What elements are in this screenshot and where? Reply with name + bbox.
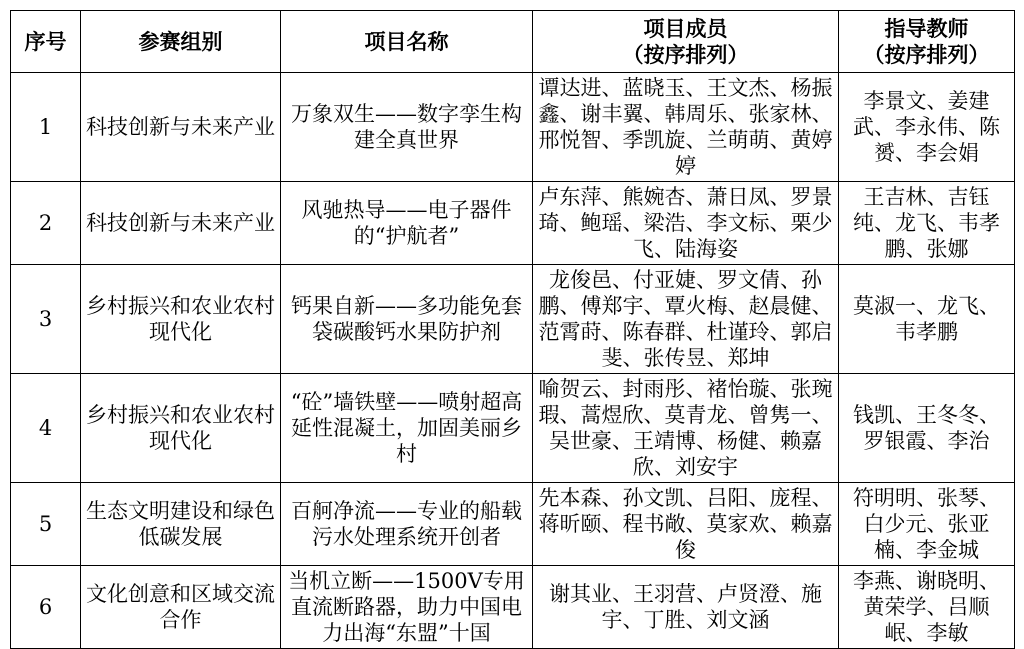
table-row bbox=[11, 182, 1015, 265]
header-teachers-title: 指导教师 bbox=[884, 15, 969, 41]
cell-teachers: 钱凯、王冬冬、罗银霞、李治 bbox=[839, 374, 1015, 483]
cell-project: 风驰热导——电子器件的“护航者” bbox=[281, 182, 533, 265]
cell-members: 先本森、孙文凯、吕阳、庞程、蒋昕颐、程书敞、莫家欢、赖嘉俊 bbox=[533, 483, 839, 566]
cell-project: “砼”墙铁壁——喷射超高延性混凝土，加固美丽乡村 bbox=[281, 374, 533, 483]
cell-teachers: 符明明、张琴、白少元、张亚楠、李金城 bbox=[839, 483, 1015, 566]
cell-members: 龙俊邑、付亚婕、罗文倩、孙鹏、傅郑宇、覃火梅、赵晨健、范霄莳、陈春群、杜谨玲、郭启斐、张传昱、郑坤 bbox=[533, 265, 839, 374]
cell-no: 2 bbox=[11, 182, 81, 265]
cell-group: 乡村振兴和农业农村现代化 bbox=[81, 265, 281, 374]
cell-project: 钙果自新——多功能免套袋碳酸钙水果防护剂 bbox=[281, 265, 533, 374]
cell-teachers: 李燕、谢晓明、黄荣学、吕顺岷、李敏 bbox=[839, 566, 1015, 649]
table-row bbox=[11, 374, 1015, 483]
cell-teachers: 王吉林、吉钰纯、龙飞、韦孝鹏、张娜 bbox=[839, 182, 1015, 265]
cell-members: 谢其业、王羽营、卢贤澄、施宇、丁胜、刘文涵 bbox=[533, 566, 839, 649]
cell-project: 百舸净流——专业的船载污水处理系统开创者 bbox=[281, 483, 533, 566]
cell-group: 科技创新与未来产业 bbox=[81, 73, 281, 182]
table-row bbox=[11, 566, 1015, 649]
header-members-title: 项目成员 bbox=[643, 15, 728, 41]
header-members bbox=[533, 11, 839, 73]
header-teachers-sub: （按序排列） bbox=[863, 41, 990, 67]
cell-project: 当机立断——1500V专用直流断路器，助力中国电力出海“东盟”十国 bbox=[281, 566, 533, 649]
cell-group: 文化创意和区域交流合作 bbox=[81, 566, 281, 649]
cell-group: 科技创新与未来产业 bbox=[81, 182, 281, 265]
cell-no: 5 bbox=[11, 483, 81, 566]
cell-no: 4 bbox=[11, 374, 81, 483]
header-members-sub: （按序排列） bbox=[622, 41, 749, 67]
header-group: 参赛组别 bbox=[81, 11, 281, 73]
cell-group: 乡村振兴和农业农村现代化 bbox=[81, 374, 281, 483]
header-teachers bbox=[839, 11, 1015, 73]
table-row bbox=[11, 73, 1015, 182]
table-row bbox=[11, 483, 1015, 566]
cell-teachers: 李景文、姜建武、李永伟、陈赟、李会娟 bbox=[839, 73, 1015, 182]
header-no: 序号 bbox=[11, 11, 81, 73]
cell-members: 喻贺云、封雨彤、褚怡璇、张琬瑕、蒿煜欣、莫青龙、曾隽一、吴世豪、王靖博、杨健、赖嘉欣、刘安宇 bbox=[533, 374, 839, 483]
cell-group: 生态文明建设和绿色低碳发展 bbox=[81, 483, 281, 566]
cell-members: 卢东萍、熊婉杏、萧日凤、罗景琦、鲍瑶、梁浩、李文标、栗少飞、陆海姿 bbox=[533, 182, 839, 265]
header-project: 项目名称 bbox=[281, 11, 533, 73]
cell-no: 6 bbox=[11, 566, 81, 649]
cell-no: 3 bbox=[11, 265, 81, 374]
cell-no: 1 bbox=[11, 73, 81, 182]
header-row bbox=[11, 11, 1015, 73]
cell-teachers: 莫淑一、龙飞、韦孝鹏 bbox=[839, 265, 1015, 374]
cell-project: 万象双生——数字孪生构建全真世界 bbox=[281, 73, 533, 182]
cell-members: 谭达进、蓝晓玉、王文杰、杨振鑫、谢丰翼、韩周乐、张家林、邢悦智、季凯旋、兰萌萌、黄婷婷 bbox=[533, 73, 839, 182]
project-table bbox=[10, 10, 1015, 649]
table-row bbox=[11, 265, 1015, 374]
